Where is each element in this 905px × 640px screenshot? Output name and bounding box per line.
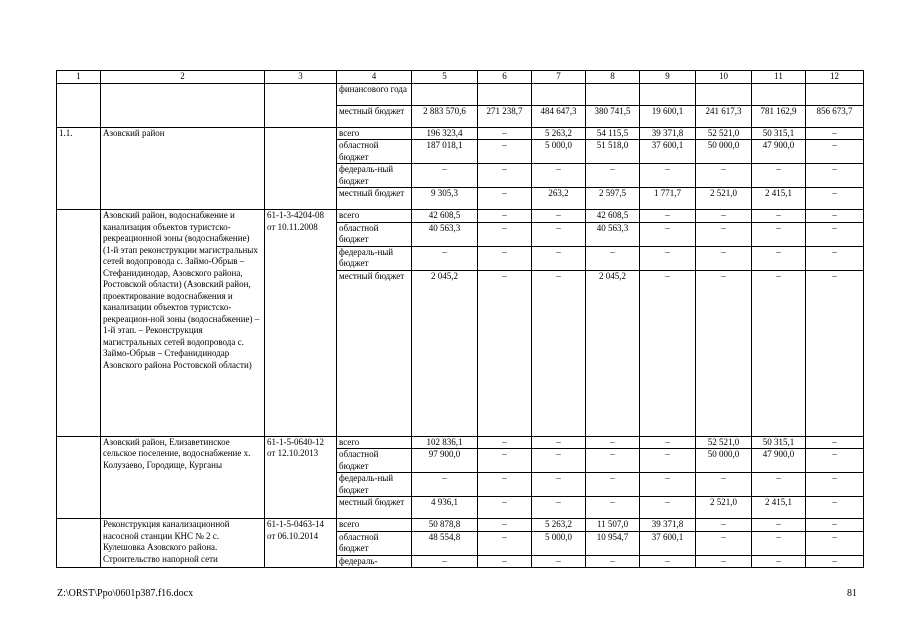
amount-cell: 2 597,5 [586, 188, 640, 210]
amount-cell: – [478, 164, 532, 188]
amount-cell: – [806, 222, 864, 246]
file-path: Z:\ORST\Ppo\0601p387.f16.docx [57, 588, 194, 599]
amount-cell: 37 600,1 [640, 531, 696, 555]
funding-source: областной бюджет [337, 531, 412, 555]
amount-cell: – [478, 140, 532, 164]
funding-source: всего [337, 127, 412, 140]
amount-cell: 52 521,0 [696, 436, 752, 449]
amount-cell: – [752, 246, 806, 270]
amount-cell: – [412, 164, 478, 188]
amount-cell: – [806, 555, 864, 568]
amount-cell: 196 323,4 [412, 127, 478, 140]
amount-cell: – [478, 449, 532, 473]
amount-cell: – [696, 222, 752, 246]
amount-cell: 19 600,1 [640, 105, 696, 127]
amount-cell: – [532, 497, 586, 519]
row-number [57, 83, 101, 127]
amount-cell: 2 883 570,6 [412, 105, 478, 127]
amount-cell: – [806, 519, 864, 532]
amount-cell [412, 83, 478, 105]
amount-cell: – [806, 531, 864, 555]
col-header: 10 [696, 71, 752, 84]
amount-cell: 5 000,0 [532, 140, 586, 164]
amount-cell: – [752, 519, 806, 532]
funding-source: областной бюджет [337, 449, 412, 473]
amount-cell: 781 162,9 [752, 105, 806, 127]
amount-cell: – [640, 555, 696, 568]
amount-cell: 187 018,1 [412, 140, 478, 164]
funding-source: всего [337, 210, 412, 223]
amount-cell: 97 900,0 [412, 449, 478, 473]
amount-cell: – [478, 246, 532, 270]
funding-source: местный бюджет [337, 497, 412, 519]
funding-source: федераль-ный бюджет [337, 246, 412, 270]
amount-cell: – [806, 449, 864, 473]
amount-cell: – [478, 519, 532, 532]
object-code: 61-1-3-4204-08 от 10.11.2008 [265, 210, 337, 437]
funding-source: всего [337, 519, 412, 532]
amount-cell: – [640, 246, 696, 270]
amount-cell: 1 771,7 [640, 188, 696, 210]
amount-cell: – [696, 531, 752, 555]
amount-cell: 39 371,8 [640, 127, 696, 140]
amount-cell: 54 115,5 [586, 127, 640, 140]
amount-cell: – [586, 246, 640, 270]
amount-cell: 52 521,0 [696, 127, 752, 140]
amount-cell: – [806, 210, 864, 223]
amount-cell: – [806, 127, 864, 140]
amount-cell: – [806, 140, 864, 164]
amount-cell: 2 521,0 [696, 497, 752, 519]
amount-cell: – [640, 210, 696, 223]
amount-cell: – [696, 210, 752, 223]
amount-cell: 2 415,1 [752, 497, 806, 519]
table-row [57, 436, 864, 449]
amount-cell: – [752, 531, 806, 555]
amount-cell: – [532, 222, 586, 246]
amount-cell: 380 741,5 [586, 105, 640, 127]
amount-cell: 37 600,1 [640, 140, 696, 164]
table-row [57, 519, 864, 532]
amount-cell: 51 518,0 [586, 140, 640, 164]
amount-cell: – [586, 497, 640, 519]
amount-cell: 40 563,3 [586, 222, 640, 246]
amount-cell: – [806, 436, 864, 449]
amount-cell: – [640, 436, 696, 449]
row-number [57, 519, 101, 568]
amount-cell: 271 238,7 [478, 105, 532, 127]
amount-cell: – [640, 497, 696, 519]
object-name: Азовский район [101, 127, 265, 210]
amount-cell: 2 521,0 [696, 188, 752, 210]
col-header: 5 [412, 71, 478, 84]
amount-cell: – [412, 555, 478, 568]
object-name: Азовский район, водоснабжение и канализация объектов туристско-рекреационной зоны (водоснабжение) (1-й этап реконструкции магистральных сетей водопровода с. Займо-Обрыв – Стефанидинодар, Азовского района, Ростовской области) (Азовский район, проектирование водоснабжения и канализации объектов туристско-рекреацион-ной зоны (водоснабжение) – 1-й этап. – Реконструкция магистральных сетей водопровода с. Займо-Обрыв – Стефанидинодар Азовского района Ростовской области) [101, 210, 265, 437]
amount-cell: – [586, 473, 640, 497]
amount-cell: – [532, 246, 586, 270]
amount-cell: 40 563,3 [412, 222, 478, 246]
object-code [265, 127, 337, 210]
amount-cell: – [696, 519, 752, 532]
amount-cell: – [640, 449, 696, 473]
amount-cell: – [478, 222, 532, 246]
col-header: 7 [532, 71, 586, 84]
amount-cell [640, 83, 696, 105]
amount-cell: – [478, 188, 532, 210]
object-code: 61-1-5-0463-14 от 06.10.2014 [265, 519, 337, 568]
funding-source: местный бюджет [337, 188, 412, 210]
amount-cell: 39 371,8 [640, 519, 696, 532]
amount-cell: 50 315,1 [752, 127, 806, 140]
amount-cell: 484 647,3 [532, 105, 586, 127]
funding-source: федераль-ный бюджет [337, 473, 412, 497]
row-number [57, 436, 101, 519]
amount-cell: – [696, 473, 752, 497]
amount-cell: – [478, 497, 532, 519]
table-row [57, 210, 864, 223]
amount-cell: 10 954,7 [586, 531, 640, 555]
amount-cell: – [586, 449, 640, 473]
amount-cell: – [586, 436, 640, 449]
amount-cell: – [586, 555, 640, 568]
amount-cell: 9 305,3 [412, 188, 478, 210]
amount-cell: – [478, 127, 532, 140]
amount-cell [752, 83, 806, 105]
funding-source: областной бюджет [337, 140, 412, 164]
amount-cell: – [532, 210, 586, 223]
amount-cell: 42 608,5 [412, 210, 478, 223]
amount-cell: 11 507,0 [586, 519, 640, 532]
col-header: 12 [806, 71, 864, 84]
amount-cell: – [806, 246, 864, 270]
amount-cell: – [478, 436, 532, 449]
amount-cell: – [532, 555, 586, 568]
amount-cell: 47 900,0 [752, 140, 806, 164]
amount-cell: 4 936,1 [412, 497, 478, 519]
col-header: 11 [752, 71, 806, 84]
amount-cell: – [806, 188, 864, 210]
amount-cell: 50 000,0 [696, 140, 752, 164]
col-header: 8 [586, 71, 640, 84]
row-number [57, 210, 101, 437]
page-number: 81 [847, 588, 857, 599]
col-header: 6 [478, 71, 532, 84]
col-header: 4 [337, 71, 412, 84]
object-name: Реконструкция канализационной насосной станции КНС № 2 с. Кулешовка Азовского района. Строительство напорной сети [101, 519, 265, 568]
amount-cell: – [478, 531, 532, 555]
col-header: 1 [57, 71, 101, 84]
amount-cell: – [752, 473, 806, 497]
amount-cell [478, 83, 532, 105]
amount-cell: – [478, 473, 532, 497]
amount-cell: 42 608,5 [586, 210, 640, 223]
amount-cell: – [806, 473, 864, 497]
funding-source: областной бюджет [337, 222, 412, 246]
column-number-row [57, 71, 864, 84]
amount-cell: 102 836,1 [412, 436, 478, 449]
amount-cell: – [696, 246, 752, 270]
amount-cell: – [696, 555, 752, 568]
amount-cell: 47 900,0 [752, 449, 806, 473]
amount-cell: – [640, 222, 696, 246]
funding-source: местный бюджет [337, 270, 412, 436]
col-header: 9 [640, 71, 696, 84]
amount-cell: – [696, 270, 752, 436]
amount-cell: – [586, 164, 640, 188]
amount-cell: 2 045,2 [586, 270, 640, 436]
amount-cell: – [412, 473, 478, 497]
amount-cell: – [806, 270, 864, 436]
row-number: 1.1. [57, 127, 101, 210]
amount-cell: 5 000,0 [532, 531, 586, 555]
amount-cell: – [412, 246, 478, 270]
funding-source: местный бюджет [337, 105, 412, 127]
amount-cell [586, 83, 640, 105]
object-name [101, 83, 265, 127]
amount-cell: – [752, 270, 806, 436]
funding-source: всего [337, 436, 412, 449]
object-name: Азовский район, Елизаветинское сельское поселение, водоснабжение х. Колузаево, Городище, Курганы [101, 436, 265, 519]
amount-cell: – [532, 449, 586, 473]
table-row [57, 83, 864, 105]
amount-cell: – [806, 164, 864, 188]
amount-cell: 241 617,3 [696, 105, 752, 127]
amount-cell: – [532, 436, 586, 449]
amount-cell: – [478, 555, 532, 568]
amount-cell: – [752, 222, 806, 246]
amount-cell [696, 83, 752, 105]
amount-cell: – [478, 270, 532, 436]
amount-cell [806, 83, 864, 105]
col-header: 2 [101, 71, 265, 84]
col-header: 3 [265, 71, 337, 84]
funding-source: федераль- [337, 555, 412, 568]
amount-cell: – [640, 270, 696, 436]
amount-cell: – [532, 164, 586, 188]
amount-cell: – [696, 164, 752, 188]
amount-cell: 50 315,1 [752, 436, 806, 449]
amount-cell: 2 415,1 [752, 188, 806, 210]
amount-cell: – [532, 473, 586, 497]
table-row [57, 127, 864, 140]
amount-cell: – [752, 164, 806, 188]
amount-cell: – [640, 164, 696, 188]
amount-cell [532, 83, 586, 105]
amount-cell: – [640, 473, 696, 497]
amount-cell: 50 878,8 [412, 519, 478, 532]
funding-source: финансового года [337, 83, 412, 105]
funding-source: федераль-ный бюджет [337, 164, 412, 188]
amount-cell: – [532, 270, 586, 436]
amount-cell: 5 263,2 [532, 127, 586, 140]
amount-cell: 263,2 [532, 188, 586, 210]
amount-cell: – [478, 210, 532, 223]
amount-cell: 5 263,2 [532, 519, 586, 532]
object-code [265, 83, 337, 127]
amount-cell: 50 000,0 [696, 449, 752, 473]
amount-cell: 48 554,8 [412, 531, 478, 555]
budget-table [56, 70, 864, 568]
object-code: 61-1-5-0640-12 от 12.10.2013 [265, 436, 337, 519]
amount-cell: 2 045,2 [412, 270, 478, 436]
amount-cell: – [752, 210, 806, 223]
amount-cell: – [806, 497, 864, 519]
amount-cell: – [752, 555, 806, 568]
amount-cell: 856 673,7 [806, 105, 864, 127]
